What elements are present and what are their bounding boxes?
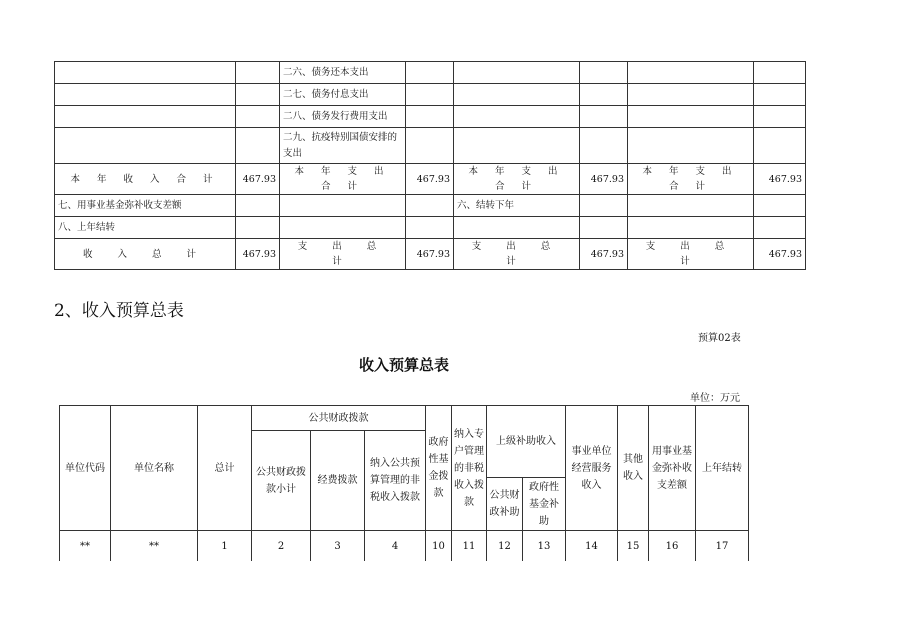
table-row bbox=[55, 106, 806, 128]
header-public-finance: 公共财政拨款 bbox=[252, 406, 426, 431]
expense-grand-total-label: 支 出 总 计 bbox=[628, 239, 754, 270]
expense-grand-total-value: 467.93 bbox=[754, 239, 806, 270]
index-cell: 2 bbox=[252, 531, 311, 562]
header-superior-subsidy: 上级补助收入 bbox=[487, 406, 566, 478]
index-row bbox=[60, 531, 749, 562]
grand-total-row bbox=[55, 239, 806, 270]
index-cell: 13 bbox=[523, 531, 566, 562]
header-pf-nontax: 纳入公共预算管理的非税收入拨款 bbox=[365, 431, 426, 531]
table-row bbox=[55, 84, 806, 106]
table-row bbox=[55, 128, 806, 164]
header-sup-govfund: 政府性基金补助 bbox=[523, 478, 566, 531]
header-special-nontax: 纳入专户管理的非税收入拨款 bbox=[452, 406, 487, 531]
expense-grand-total-label: 支 出 总 计 bbox=[280, 239, 406, 270]
income-grand-total-value: 467.93 bbox=[236, 239, 280, 270]
expense-grand-total-label: 支 出 总 计 bbox=[454, 239, 580, 270]
header-carryover: 上年结转 bbox=[696, 406, 749, 531]
expense-grand-total-value: 467.93 bbox=[406, 239, 454, 270]
table-row bbox=[55, 195, 806, 217]
section-heading: 2、收入预算总表 bbox=[54, 301, 184, 321]
income-grand-total-label: 收 入 总 计 bbox=[55, 239, 236, 270]
index-cell: 12 bbox=[487, 531, 523, 562]
index-cell: ** bbox=[111, 531, 198, 562]
expense-item: 二八、债务发行费用支出 bbox=[280, 106, 406, 128]
year-income-total-value: 467.93 bbox=[236, 164, 280, 195]
expense-item: 六、结转下年 bbox=[454, 195, 580, 217]
index-cell: 4 bbox=[365, 531, 426, 562]
year-expense-total-label: 本 年 支 出 合 计 bbox=[454, 164, 580, 195]
year-income-total-label: 本 年 收 入 合 计 bbox=[55, 164, 236, 195]
expense-item: 二七、债务付息支出 bbox=[280, 84, 406, 106]
budget-summary-table-tail bbox=[54, 61, 806, 270]
expense-item: 二六、债务还本支出 bbox=[280, 62, 406, 84]
index-cell: 15 bbox=[618, 531, 649, 562]
header-pf-subtotal: 公共财政拨款小计 bbox=[252, 431, 311, 531]
year-expense-total-value: 467.93 bbox=[580, 164, 628, 195]
header-business-income: 事业单位经营服务收入 bbox=[566, 406, 618, 531]
index-cell: 3 bbox=[311, 531, 365, 562]
index-cell: 1 bbox=[198, 531, 252, 562]
year-expense-total-value: 467.93 bbox=[754, 164, 806, 195]
year-total-row bbox=[55, 164, 806, 195]
year-expense-total-label: 本 年 支 出 合 计 bbox=[628, 164, 754, 195]
table-number: 预算02表 bbox=[698, 333, 741, 344]
header-biz-fund: 用事业基金弥补收支差额 bbox=[649, 406, 696, 531]
expense-grand-total-value: 467.93 bbox=[580, 239, 628, 270]
index-cell: 16 bbox=[649, 531, 696, 562]
index-cell: 11 bbox=[452, 531, 487, 562]
table-title: 收入预算总表 bbox=[358, 356, 449, 374]
index-cell: 17 bbox=[696, 531, 749, 562]
header-gov-fund: 政府性基金拨款 bbox=[426, 406, 452, 531]
income-budget-table bbox=[59, 405, 749, 561]
header-unit-code: 单位代码 bbox=[60, 406, 111, 531]
index-cell: 10 bbox=[426, 531, 452, 562]
index-cell: ** bbox=[60, 531, 111, 562]
header-other-income: 其他收入 bbox=[618, 406, 649, 531]
income-item: 七、用事业基金弥补收支差额 bbox=[55, 195, 236, 217]
header-unit-name: 单位名称 bbox=[111, 406, 198, 531]
year-expense-total-label: 本 年 支 出 合 计 bbox=[280, 164, 406, 195]
table-row bbox=[55, 217, 806, 239]
expense-item: 二九、抗疫特别国债安排的支出 bbox=[280, 128, 406, 164]
header-sup-public: 公共财政补助 bbox=[487, 478, 523, 531]
index-cell: 14 bbox=[566, 531, 618, 562]
header-pf-funding: 经费拨款 bbox=[311, 431, 365, 531]
unit-label: 单位：万元 bbox=[690, 393, 740, 404]
income-item: 八、上年结转 bbox=[55, 217, 236, 239]
header-total: 总计 bbox=[198, 406, 252, 531]
table-row bbox=[55, 62, 806, 84]
year-expense-total-value: 467.93 bbox=[406, 164, 454, 195]
header-row bbox=[60, 406, 749, 431]
